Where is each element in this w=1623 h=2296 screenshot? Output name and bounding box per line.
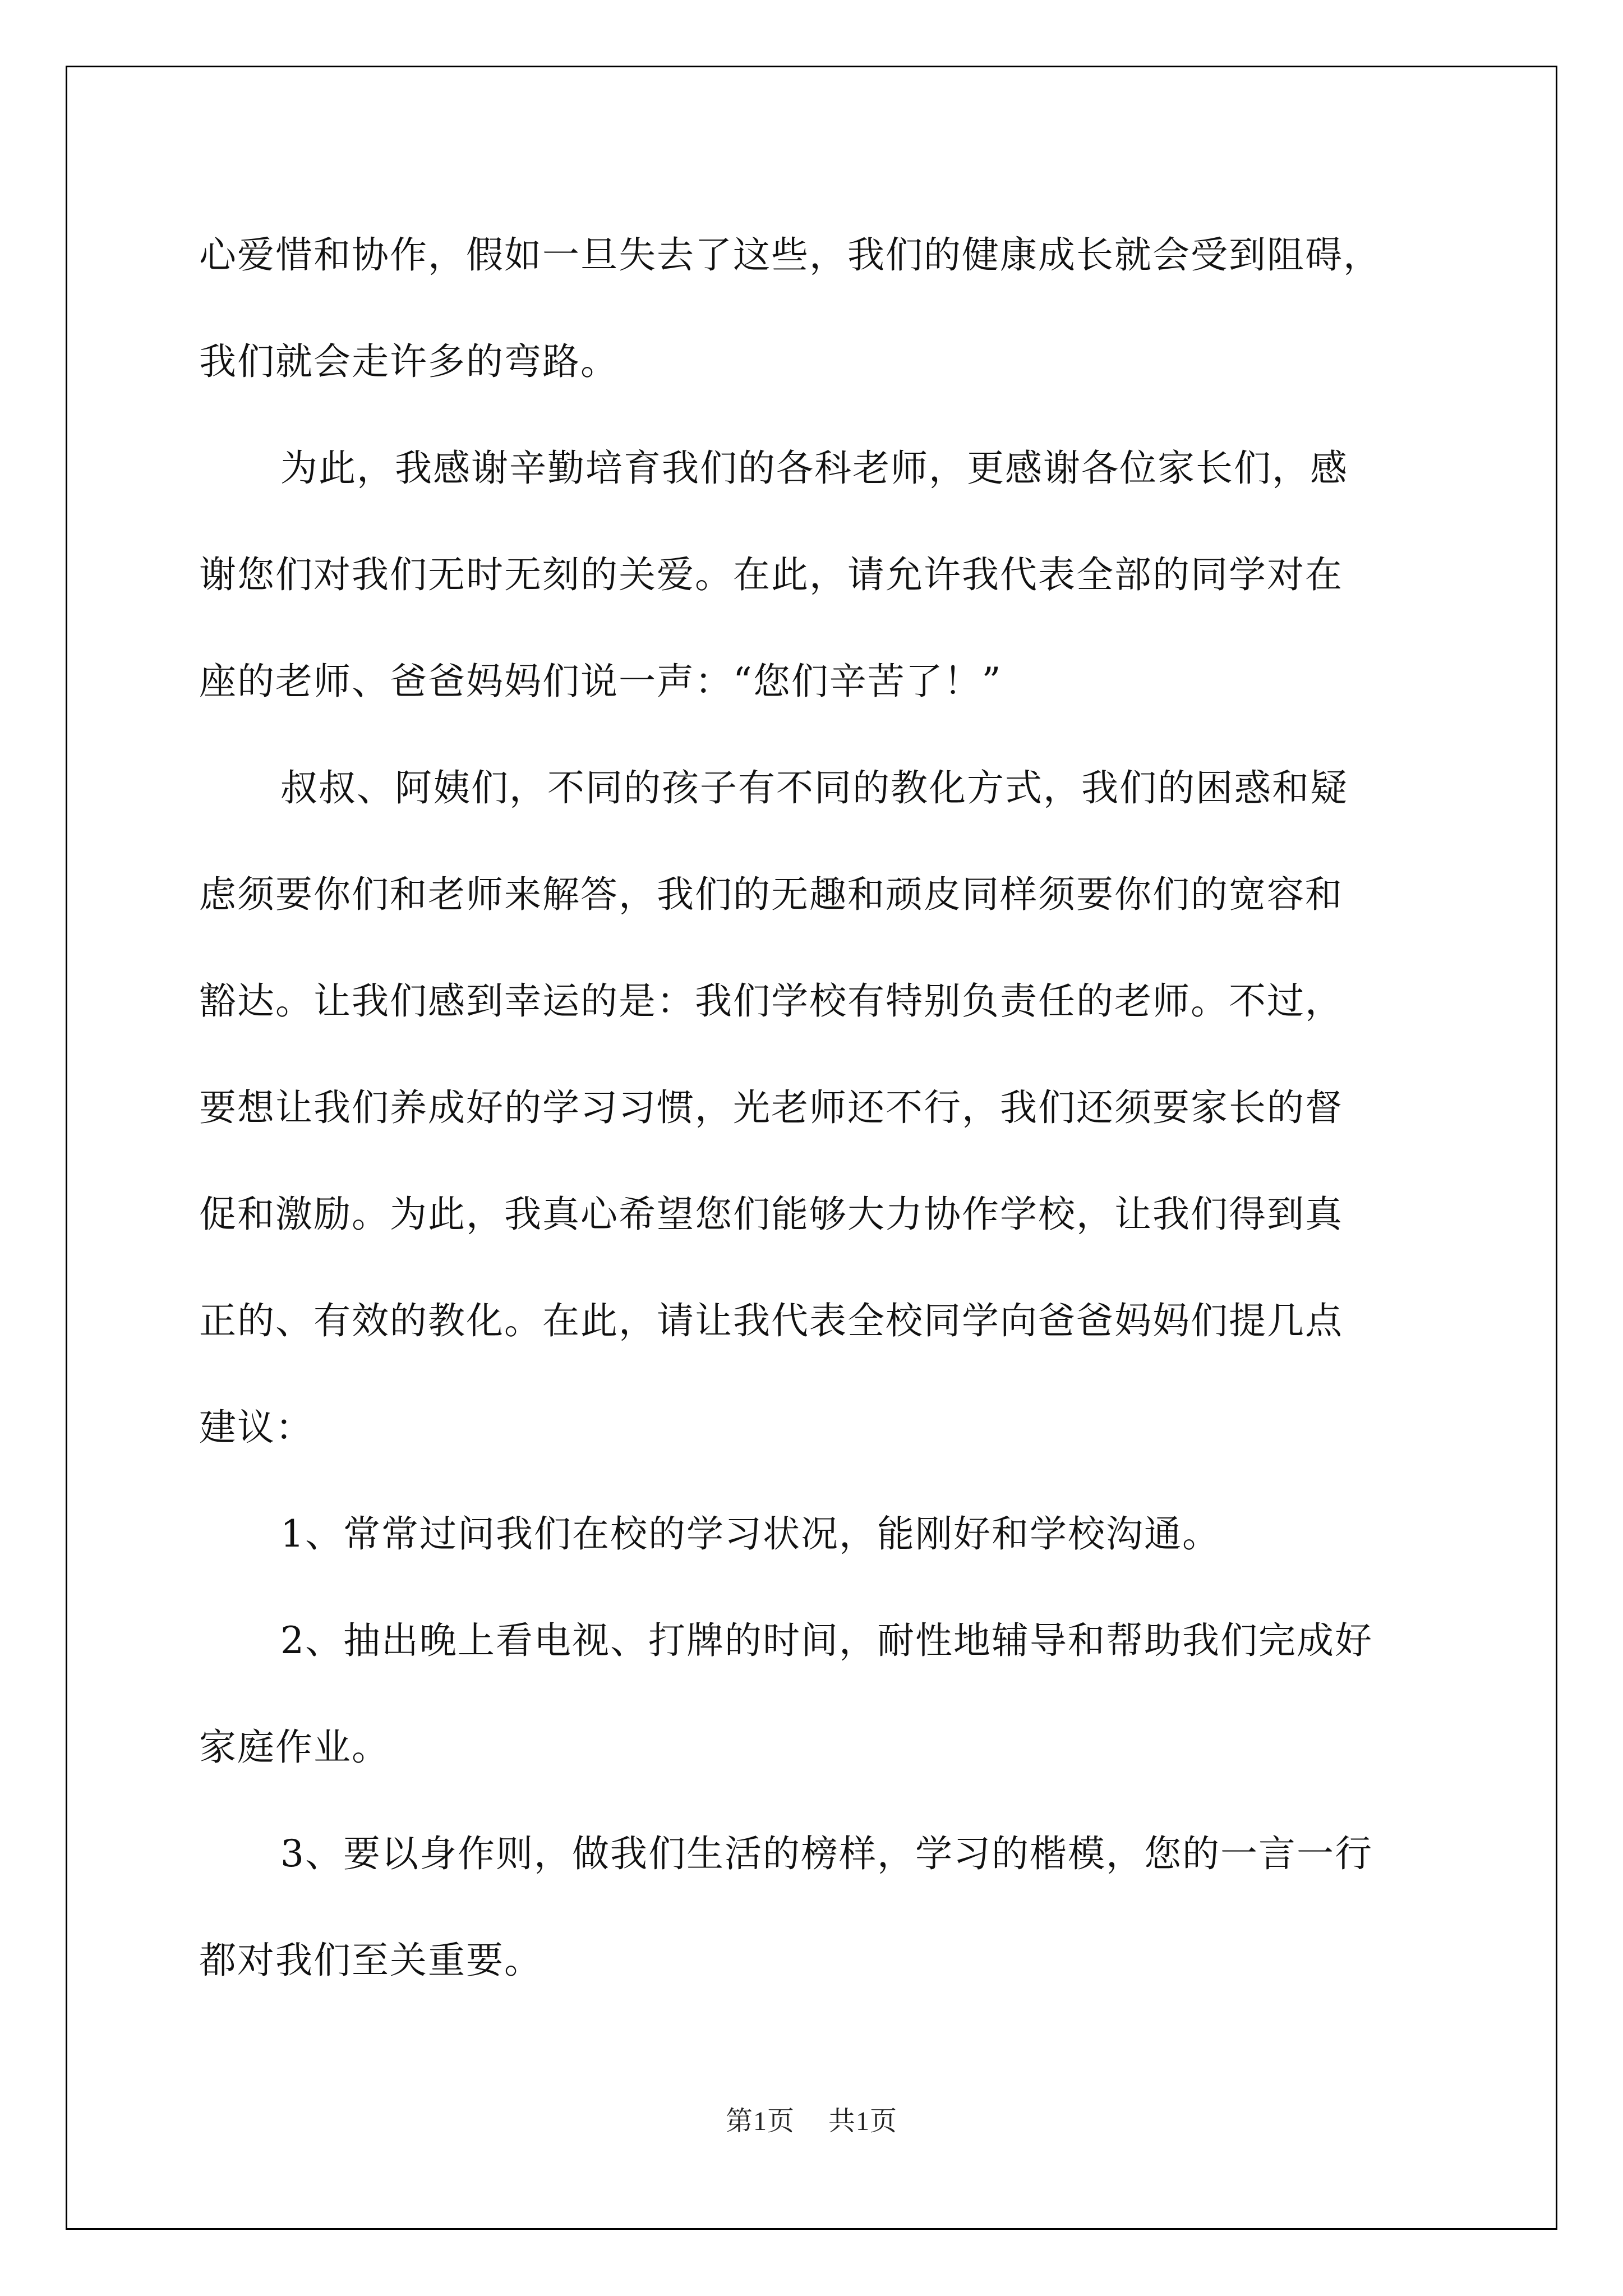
- document-body: [199, 202, 1433, 2014]
- text-line: 都对我们至关重要。: [199, 1939, 542, 1982]
- text-line: 促和激励。为此，我真心希望您们能够大力协作学校，让我们得到真: [199, 1193, 1343, 1236]
- list-item-1: 1、常常过问我们在校的学习状况，能刚好和学校沟通。: [280, 1512, 1220, 1556]
- text-line: 建议：: [199, 1406, 313, 1449]
- page-footer: [0, 2099, 1623, 2138]
- text-line: 谢您们对我们无时无刻的关爱。在此，请允许我代表全部的同学对在: [199, 553, 1343, 596]
- text-line: 虑须要你们和老师来解答，我们的无趣和顽皮同样须要你们的宽容和: [199, 873, 1343, 916]
- text-line: 心爱惜和协作，假如一旦失去了这些，我们的健康成长就会受到阻碍，: [199, 233, 1381, 277]
- list-item-2: 2、抽出晚上看电视、打牌的时间，耐性地辅导和帮助我们完成好: [280, 1619, 1373, 1662]
- page-total: 共1页: [828, 2106, 898, 2136]
- page-number: 第1页: [725, 2106, 795, 2136]
- text-line: 豁达。让我们感到幸运的是：我们学校有特别负责任的老师。不过，: [199, 979, 1343, 1023]
- paragraph-start-line: 为此，我感谢辛勤培育我们的各科老师，更感谢各位家长们，感: [280, 447, 1348, 490]
- text-line: 要想让我们养成好的学习习惯，光老师还不行，我们还须要家长的督: [199, 1086, 1343, 1129]
- paragraph-start-line: 叔叔、阿姨们，不同的孩子有不同的教化方式，我们的困惑和疑: [280, 766, 1348, 809]
- text-line: 正的、有效的教化。在此，请让我代表全校同学向爸爸妈妈们提几点: [199, 1299, 1343, 1342]
- text-line: 家庭作业。: [199, 1726, 390, 1769]
- text-line: 座的老师、爸爸妈妈们说一声：“您们辛苦了！”: [199, 660, 1002, 703]
- text-line: 我们就会走许多的弯路。: [199, 340, 619, 383]
- list-item-3: 3、要以身作则，做我们生活的榜样，学习的楷模，您的一言一行: [280, 1832, 1373, 1875]
